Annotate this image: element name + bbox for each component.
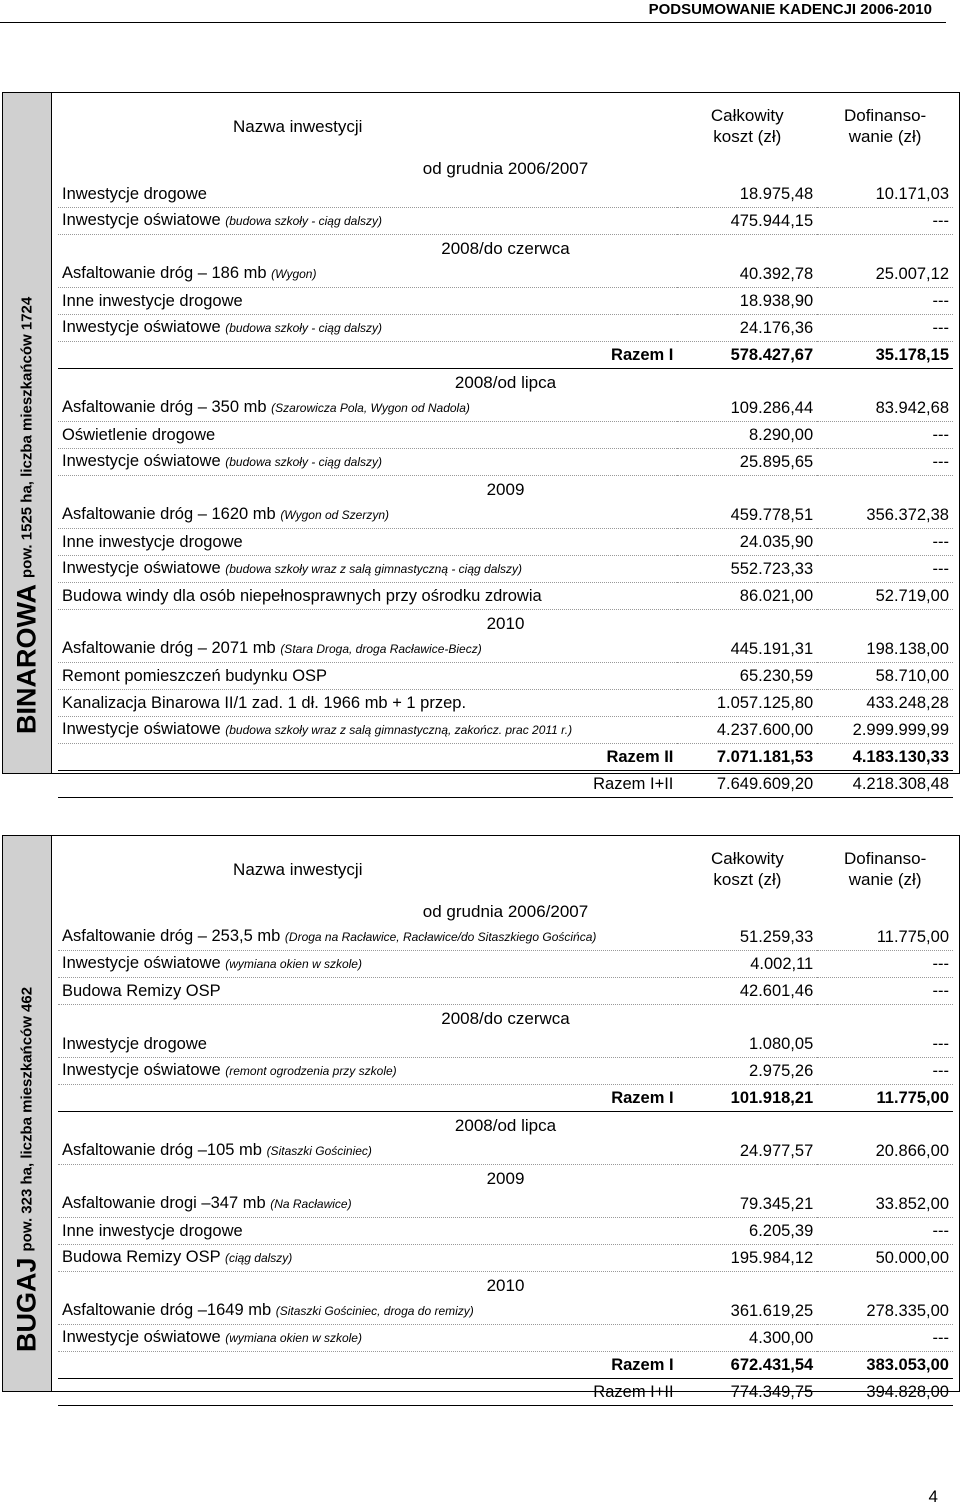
header-line: koszt (zł) bbox=[713, 870, 782, 889]
investment-name: Inwestycje oświatowe bbox=[62, 318, 221, 336]
investment-name: Inwestycje drogowe bbox=[62, 1034, 207, 1053]
investment-note: (wymiana okien w szkole) bbox=[225, 957, 362, 971]
investment-note: (Na Racławice) bbox=[270, 1197, 352, 1211]
page-header bbox=[0, 0, 946, 23]
header-line: wanie (zł) bbox=[848, 127, 922, 146]
cofinancing: 433.248,28 bbox=[817, 690, 953, 717]
cofinancing: 58.710,00 bbox=[817, 663, 953, 690]
investment-name-cell bbox=[58, 1218, 678, 1245]
binarowa-section bbox=[2, 92, 960, 793]
table-row bbox=[58, 663, 953, 690]
cofinancing: --- bbox=[817, 529, 953, 556]
header-line: Całkowity bbox=[710, 106, 784, 125]
investment-note: (budowa szkoły - ciąg dalszy) bbox=[225, 455, 382, 469]
investment-name-cell bbox=[58, 951, 678, 978]
total-cost: 552.723,33 bbox=[677, 556, 817, 583]
summary-row bbox=[58, 1352, 953, 1379]
investment-name: Asfaltowanie drogi –347 mb bbox=[62, 1194, 266, 1212]
investment-name: Kanalizacja Binarowa II/1 zad. 1 dł. 1966 mb + 1 przep. bbox=[62, 693, 467, 712]
total-cost: 4.002,11 bbox=[678, 951, 818, 978]
summary-cofinancing: 4.218.308,48 bbox=[817, 771, 953, 798]
period-heading: 2010 bbox=[486, 613, 525, 633]
table-row bbox=[58, 924, 953, 951]
column-header-name: Nazwa inwestycji bbox=[233, 859, 363, 879]
total-cost: 18.938,90 bbox=[677, 288, 817, 315]
summary-cost: 774.349,75 bbox=[678, 1379, 818, 1406]
total-cost: 1.080,05 bbox=[678, 1031, 818, 1058]
header-line: Całkowity bbox=[711, 849, 784, 868]
table-row bbox=[58, 636, 953, 663]
investment-name: Budowa windy dla osób niepełnosprawnych przy ośrodku zdrowia bbox=[62, 586, 542, 605]
table-row bbox=[58, 208, 953, 235]
cofinancing: --- bbox=[817, 449, 953, 476]
summary-label: Razem I bbox=[58, 1352, 678, 1379]
investment-name: Inwestycje oświatowe bbox=[62, 452, 221, 470]
table-header-row bbox=[58, 840, 953, 898]
investment-table bbox=[58, 840, 953, 1406]
period-heading-row bbox=[58, 1112, 953, 1139]
investment-name: Oświetlenie drogowe bbox=[62, 425, 216, 444]
summary-cost: 672.431,54 bbox=[678, 1352, 818, 1379]
column-header-name: Nazwa inwestycji bbox=[232, 116, 363, 136]
investment-note: (budowa szkoły - ciąg dalszy) bbox=[225, 214, 382, 228]
total-cost: 8.290,00 bbox=[677, 422, 817, 449]
table-row bbox=[58, 690, 953, 717]
investment-name-cell bbox=[58, 663, 677, 690]
period-heading-row bbox=[58, 155, 953, 181]
total-cost: 4.300,00 bbox=[678, 1325, 818, 1352]
cofinancing: --- bbox=[817, 1031, 953, 1058]
period-heading-row bbox=[58, 476, 953, 503]
total-cost: 1.057.125,80 bbox=[677, 690, 817, 717]
investment-name-cell bbox=[58, 502, 677, 529]
investment-name-cell bbox=[58, 395, 677, 422]
cofinancing: --- bbox=[817, 208, 953, 235]
summary-label: Razem I+II bbox=[58, 1379, 678, 1406]
cofinancing: --- bbox=[817, 951, 953, 978]
investment-name: Budowa Remizy OSP bbox=[62, 1248, 221, 1266]
investment-name-cell bbox=[58, 690, 677, 717]
column-header-cost bbox=[677, 97, 817, 155]
cofinancing: 83.942,68 bbox=[817, 395, 953, 422]
total-cost: 79.345,21 bbox=[678, 1191, 818, 1218]
total-cost: 195.984,12 bbox=[678, 1245, 818, 1272]
total-cost: 475.944,15 bbox=[677, 208, 817, 235]
summary-cofinancing: 4.183.130,33 bbox=[817, 744, 953, 771]
investment-note: (Sitaszki Gościniec) bbox=[266, 1144, 372, 1158]
period-heading-row bbox=[58, 610, 953, 637]
header-line: Dofinanso- bbox=[843, 106, 927, 125]
total-cost: 42.601,46 bbox=[678, 978, 818, 1005]
village-info: pow. 323 ha, liczba mieszkańców 462 bbox=[18, 986, 36, 1252]
cofinancing: 52.719,00 bbox=[817, 583, 953, 610]
village-info: pow. 1525 ha, liczba mieszkańców 1724 bbox=[18, 296, 36, 578]
cofinancing: --- bbox=[817, 422, 953, 449]
cofinancing: --- bbox=[817, 978, 953, 1005]
cofinancing: --- bbox=[817, 315, 953, 342]
summary-cofinancing: 383.053,00 bbox=[817, 1352, 953, 1379]
summary-label: Razem I+II bbox=[58, 771, 677, 798]
investment-name-cell bbox=[58, 636, 677, 663]
investment-name: Asfaltowanie dróg – 186 mb bbox=[62, 264, 267, 282]
investment-name-cell bbox=[58, 583, 677, 610]
cofinancing: --- bbox=[817, 1325, 953, 1352]
investment-note: (budowa szkoły wraz z salą gimnastyczną, zakończ. prac 2011 r.) bbox=[225, 723, 573, 737]
investment-name: Inwestycje oświatowe bbox=[62, 1328, 221, 1346]
total-cost: 109.286,44 bbox=[677, 395, 817, 422]
summary-row bbox=[58, 1379, 953, 1406]
total-cost: 86.021,00 bbox=[677, 583, 817, 610]
period-heading-row bbox=[58, 235, 953, 262]
total-cost: 2.975,26 bbox=[678, 1058, 818, 1085]
bugaj-section bbox=[2, 835, 960, 1401]
investment-name-cell bbox=[58, 556, 677, 583]
period-heading: od grudnia 2006/2007 bbox=[422, 901, 589, 921]
table-row bbox=[58, 288, 953, 315]
total-cost: 459.778,51 bbox=[677, 502, 817, 529]
investment-note: (wymiana okien w szkole) bbox=[225, 1331, 362, 1345]
investment-name: Inwestycje drogowe bbox=[62, 184, 207, 203]
investment-note: (Stara Droga, droga Racławice-Biecz) bbox=[280, 642, 482, 656]
village-side-label bbox=[3, 93, 52, 773]
summary-cost: 101.918,21 bbox=[678, 1085, 818, 1112]
period-heading: 2008/do czerwca bbox=[441, 238, 570, 258]
table-row bbox=[58, 978, 953, 1005]
period-heading: 2008/do czerwca bbox=[441, 1008, 570, 1028]
investment-name-cell bbox=[58, 1058, 678, 1085]
investment-name: Asfaltowanie dróg –1649 mb bbox=[62, 1301, 272, 1319]
investment-name-cell bbox=[58, 1298, 678, 1325]
table-row bbox=[58, 502, 953, 529]
investment-name-cell bbox=[58, 449, 677, 476]
cofinancing: 2.999.999,99 bbox=[817, 717, 953, 744]
total-cost: 361.619,25 bbox=[678, 1298, 818, 1325]
village-name: BINAROWA bbox=[11, 584, 42, 734]
village-side-label bbox=[3, 836, 52, 1391]
investment-name-cell bbox=[58, 717, 677, 744]
investment-name: Inwestycje oświatowe bbox=[62, 211, 221, 229]
investment-name-cell bbox=[58, 1325, 678, 1352]
investment-note: (Wygon od Szerzyn) bbox=[280, 508, 390, 522]
cofinancing: --- bbox=[817, 556, 953, 583]
investment-note: (Szarowicza Pola, Wygon od Nadola) bbox=[271, 401, 470, 415]
column-header-cofinancing bbox=[817, 97, 953, 155]
header-line: wanie (zł) bbox=[848, 870, 922, 889]
investment-name: Inwestycje oświatowe bbox=[62, 720, 221, 738]
table-row bbox=[58, 1191, 953, 1218]
investment-name: Inwestycje oświatowe bbox=[62, 559, 221, 577]
investment-name: Inwestycje oświatowe bbox=[62, 954, 221, 972]
total-cost: 4.237.600,00 bbox=[677, 717, 817, 744]
summary-cost: 7.649.609,20 bbox=[677, 771, 817, 798]
investment-name: Inwestycje oświatowe bbox=[62, 1061, 221, 1079]
investment-name-cell bbox=[58, 1191, 678, 1218]
cofinancing: --- bbox=[817, 1058, 953, 1085]
table-row bbox=[58, 951, 953, 978]
header-line: koszt (zł) bbox=[713, 127, 782, 146]
investment-name-cell bbox=[58, 924, 678, 951]
total-cost: 25.895,65 bbox=[677, 449, 817, 476]
cofinancing: --- bbox=[817, 1218, 953, 1245]
table-row bbox=[58, 449, 953, 476]
page-number: 4 bbox=[928, 1487, 938, 1506]
investment-name-cell bbox=[58, 1138, 678, 1165]
investment-name-cell bbox=[58, 261, 677, 288]
period-heading-row bbox=[58, 369, 953, 396]
investment-name: Asfaltowanie dróg – 2071 mb bbox=[62, 639, 276, 657]
period-heading: 2009 bbox=[486, 479, 525, 499]
summary-label: Razem I bbox=[58, 1085, 678, 1112]
table-row bbox=[58, 181, 953, 208]
investment-name: Asfaltowanie dróg – 253,5 mb bbox=[62, 927, 281, 945]
summary-label: Razem II bbox=[58, 744, 677, 771]
investment-name-cell bbox=[58, 1245, 678, 1272]
total-cost: 24.977,57 bbox=[678, 1138, 818, 1165]
investment-name-cell bbox=[58, 208, 677, 235]
table-row bbox=[58, 1218, 953, 1245]
cofinancing: 25.007,12 bbox=[817, 261, 953, 288]
total-cost: 40.392,78 bbox=[677, 261, 817, 288]
investment-note: (ciąg dalszy) bbox=[224, 1251, 293, 1265]
investment-name: Asfaltowanie dróg – 1620 mb bbox=[62, 505, 276, 523]
summary-row bbox=[58, 744, 953, 771]
table-row bbox=[58, 315, 953, 342]
cofinancing: 11.775,00 bbox=[817, 924, 953, 951]
cofinancing: 50.000,00 bbox=[817, 1245, 953, 1272]
summary-cofinancing: 11.775,00 bbox=[817, 1085, 953, 1112]
table-row bbox=[58, 1138, 953, 1165]
summary-row bbox=[58, 771, 953, 798]
investment-name-cell bbox=[58, 529, 677, 556]
table-row bbox=[58, 556, 953, 583]
period-heading-row bbox=[58, 1272, 953, 1299]
period-heading-row bbox=[58, 898, 953, 924]
table-row bbox=[58, 1245, 953, 1272]
table-row bbox=[58, 717, 953, 744]
investment-name: Inne inwestycje drogowe bbox=[62, 532, 243, 551]
investment-name-cell bbox=[58, 978, 678, 1005]
investment-name: Inne inwestycje drogowe bbox=[62, 1221, 243, 1240]
period-heading-row bbox=[58, 1005, 953, 1032]
investment-note: (Sitaszki Gościniec, droga do remizy) bbox=[275, 1304, 474, 1318]
period-heading: od grudnia 2006/2007 bbox=[422, 158, 589, 178]
summary-cost: 578.427,67 bbox=[677, 342, 817, 369]
table-row bbox=[58, 422, 953, 449]
document-title: PODSUMOWANIE KADENCJI 2006-2010 bbox=[648, 1, 932, 18]
total-cost: 445.191,31 bbox=[677, 636, 817, 663]
investment-table bbox=[58, 97, 953, 798]
header-line: Dofinanso- bbox=[844, 849, 927, 868]
table-row bbox=[58, 529, 953, 556]
cofinancing: 198.138,00 bbox=[817, 636, 953, 663]
total-cost: 24.176,36 bbox=[677, 315, 817, 342]
table-row bbox=[58, 1298, 953, 1325]
total-cost: 18.975,48 bbox=[677, 181, 817, 208]
cofinancing: --- bbox=[817, 288, 953, 315]
summary-row bbox=[58, 1085, 953, 1112]
period-heading: 2008/od lipca bbox=[454, 1115, 557, 1135]
period-heading-row bbox=[58, 1165, 953, 1192]
total-cost: 24.035,90 bbox=[677, 529, 817, 556]
investment-name-cell bbox=[58, 288, 677, 315]
investment-note: (Wygon) bbox=[271, 267, 317, 281]
investment-name: Asfaltowanie dróg –105 mb bbox=[62, 1141, 262, 1159]
period-heading: 2009 bbox=[486, 1168, 525, 1188]
table-row bbox=[58, 395, 953, 422]
investment-name: Budowa Remizy OSP bbox=[62, 981, 221, 1000]
table-row bbox=[58, 1325, 953, 1352]
investment-name: Asfaltowanie dróg – 350 mb bbox=[62, 398, 267, 416]
investment-name-cell bbox=[58, 181, 677, 208]
period-heading: 2008/od lipca bbox=[454, 372, 557, 392]
summary-label: Razem I bbox=[58, 342, 677, 369]
summary-cofinancing: 35.178,15 bbox=[817, 342, 953, 369]
investment-note: (budowa szkoły wraz z salą gimnastyczną - ciąg dalszy) bbox=[225, 562, 523, 576]
investment-note: (Droga na Racławice, Racławice/do Sitaszkiego Gościńca) bbox=[284, 930, 597, 944]
cofinancing: 10.171,03 bbox=[817, 181, 953, 208]
investment-note: (budowa szkoły - ciąg dalszy) bbox=[225, 321, 382, 335]
table-row bbox=[58, 1031, 953, 1058]
column-header-cofinancing bbox=[817, 840, 953, 898]
total-cost: 6.205,39 bbox=[678, 1218, 818, 1245]
village-name: BUGAJ bbox=[11, 1257, 42, 1352]
period-heading: 2010 bbox=[486, 1275, 525, 1295]
investment-note: (remont ogrodzenia przy szkole) bbox=[225, 1064, 397, 1078]
cofinancing: 33.852,00 bbox=[817, 1191, 953, 1218]
cofinancing: 278.335,00 bbox=[817, 1298, 953, 1325]
total-cost: 65.230,59 bbox=[677, 663, 817, 690]
summary-row bbox=[58, 342, 953, 369]
table-row bbox=[58, 261, 953, 288]
table-header-row bbox=[58, 97, 953, 155]
column-header-cost bbox=[678, 840, 818, 898]
total-cost: 51.259,33 bbox=[678, 924, 818, 951]
cofinancing: 20.866,00 bbox=[817, 1138, 953, 1165]
investment-name-cell bbox=[58, 1031, 678, 1058]
investment-name: Remont pomieszczeń budynku OSP bbox=[62, 666, 328, 685]
summary-cost: 7.071.181,53 bbox=[677, 744, 817, 771]
table-row bbox=[58, 1058, 953, 1085]
investment-name: Inne inwestycje drogowe bbox=[62, 291, 243, 310]
cofinancing: 356.372,38 bbox=[817, 502, 953, 529]
table-row bbox=[58, 583, 953, 610]
investment-name-cell bbox=[58, 422, 677, 449]
summary-cofinancing: 394.828,00 bbox=[817, 1379, 953, 1406]
investment-name-cell bbox=[58, 315, 677, 342]
